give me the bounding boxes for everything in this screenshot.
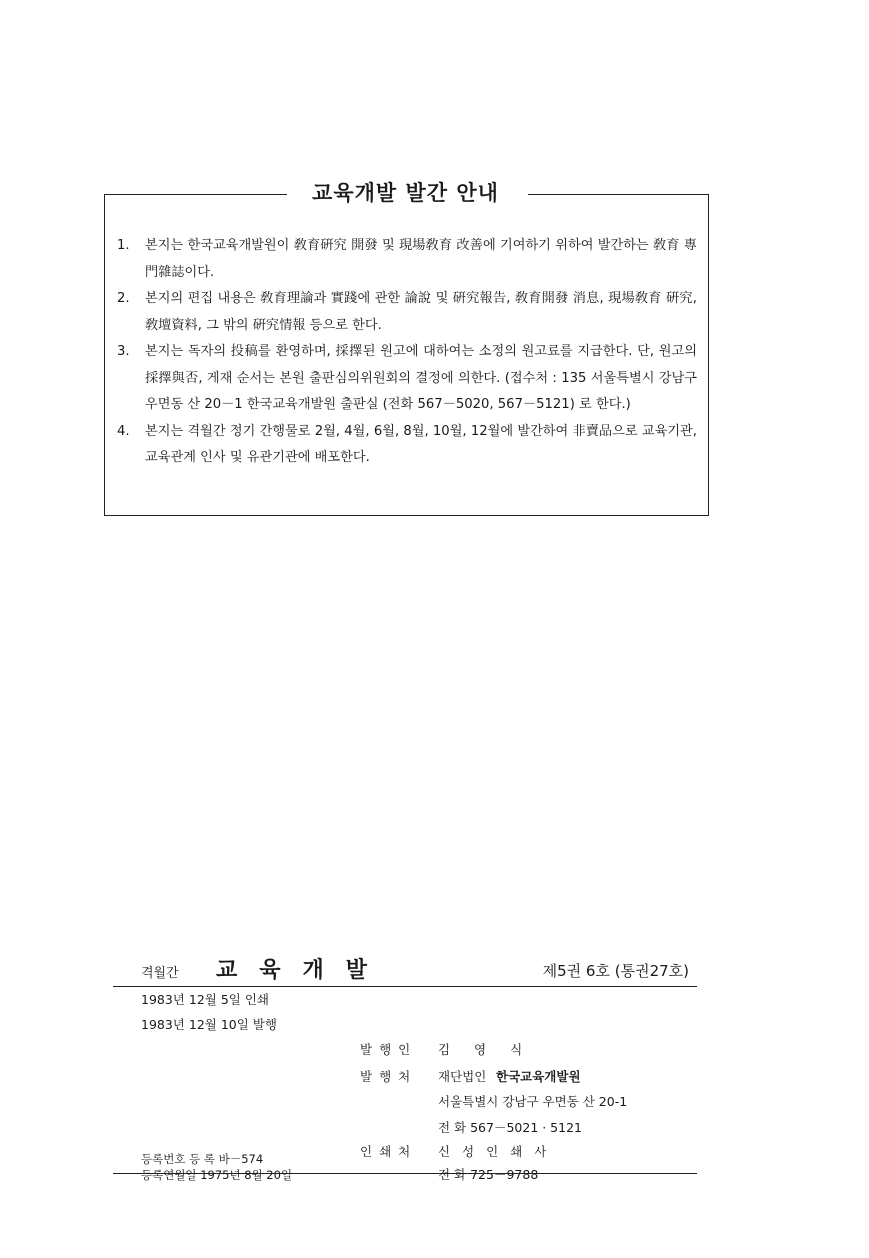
notice-item-text: 본지는 독자의 投稿를 환영하며, 採擇된 원고에 대하여는 소정의 원고료를 지급한다. 단, 원고의 採擇與否, 게재 순서는 본원 출판심의위원회의 결정에 의한다. (접수처 : 135 서울특별시 강남구 우면동 산 20－1 한국교육개발원 출판실 (전화 567－5020, 567－5121) 로 한다.) [145,344,697,412]
print-date: 1983년 12월 5일 인쇄 [141,992,269,1007]
printer-label: 인쇄처 [360,1144,418,1159]
registration-number: 등록번호 등 록 바－574 [141,1152,264,1166]
volume-info: 제5권 6호 (통권27호) [542,962,689,980]
notice-item-number: 4. [117,423,130,439]
printer-phone: 전 화 725－9788 [438,1167,539,1182]
notice-item-number: 2. [117,291,130,306]
issue-date: 1983년 12월 10일 발행 [141,1017,277,1032]
office-address: 서울특별시 강남구 우면동 산 20-1 [438,1094,628,1109]
notice-item-number: 3. [117,344,130,359]
notice-item [117,339,697,419]
office-prefix: 재단법인 [438,1069,487,1084]
office-label: 발행처 [360,1069,418,1084]
office-name: 한국교육개발원 [496,1069,581,1084]
notice-item-text: 본지는 한국교육개발원이 敎育硏究 開發 및 現場敎育 改善에 기여하기 위하여 발간하는 敎育 專門雜誌이다. [145,238,697,280]
notice-item [117,286,697,339]
notice-item-number: 1. [117,238,130,253]
colophon [113,950,697,1182]
notice-item [117,233,697,286]
notice-list [117,233,697,472]
colophon-subtitle: 격월간 [141,966,179,981]
notice-item [117,419,697,472]
notice-item-text: 본지는 격월간 정기 간행물로 2월, 4월, 6월, 8월, 10월, 12월에 발간하여 非賣品으로 교육기관, 교육관계 인사 및 유관기관에 배포한다. [145,423,697,465]
notice-title: 교육개발 발간 안내 [312,181,499,205]
publisher-name: 김 영 식 [438,1042,533,1057]
notice-item-text: 본지의 편집 내용은 敎育理論과 實踐에 관한 論說 및 硏究報告, 敎育開發 消息, 現場敎育 硏究, 敎壇資料, 그 밖의 硏究情報 등으로 한다. [145,291,697,333]
colophon-header [113,950,697,987]
office-phone: 전 화 567－5021 · 5121 [438,1120,582,1135]
printer-name: 신 성 인 쇄 사 [438,1144,551,1159]
colophon-body [113,987,697,1182]
registration-date: 등록연월일 1975년 8월 20일 [141,1168,293,1182]
publisher-label: 발행인 [360,1042,418,1057]
magazine-name: 교육개발 [216,957,390,983]
